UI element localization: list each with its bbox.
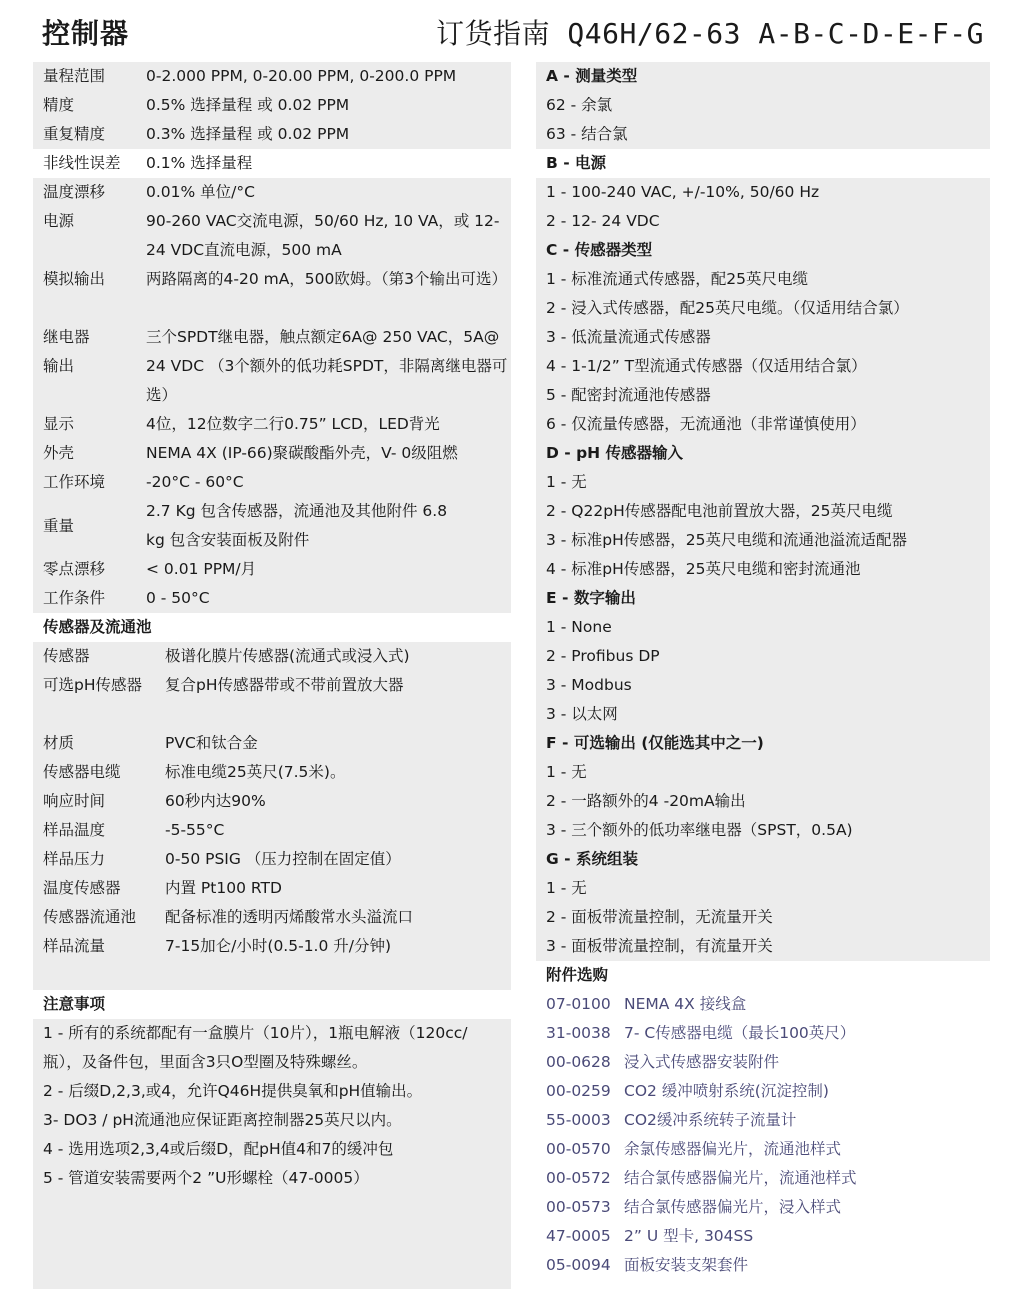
option-item: 2 - 一路额外的4 -20mA输出 — [536, 787, 990, 816]
accessory-item — [536, 1135, 990, 1164]
sensor-label: 温度传感器 — [43, 879, 121, 897]
sensor-label: 响应时间 — [43, 792, 106, 810]
spec-label: 零点漂移 — [43, 560, 106, 578]
option-item: 3 - Modbus — [536, 671, 990, 700]
accessory-desc: NEMA 4X 接线盒 — [624, 995, 747, 1013]
sensor-label: 传感器电缆 — [43, 763, 121, 781]
section-A-title: A - 测量类型 — [536, 62, 990, 91]
accessory-item — [536, 1193, 990, 1222]
accessory-code: 31-0038 — [546, 1024, 611, 1042]
accessory-item — [536, 1251, 990, 1280]
sensor-row — [33, 816, 511, 845]
spec-label: 非线性误差 — [43, 154, 121, 172]
option-item: 2 - Profibus DP — [536, 642, 990, 671]
accessory-item — [536, 1077, 990, 1106]
spec-value: 0.01% 单位/°C — [146, 183, 255, 201]
accessory-desc: CO2缓冲系统转子流量计 — [624, 1111, 797, 1129]
section-B-title: B - 电源 — [546, 154, 607, 172]
ordering-guide-title: 订货指南 Q46H/62-63 A-B-C-D-E-F-G — [436, 17, 984, 50]
note-item: 2 - 后缀D,2,3,或4，允许Q46H提供臭氧和pH值输出。 — [33, 1077, 511, 1106]
sensor-label: 材质 — [43, 734, 75, 752]
sensor-value: 复合pH传感器带或不带前置放大器 — [165, 676, 404, 694]
option-item: 4 - 标准pH传感器，25英尺电缆和密封流通池 — [536, 555, 990, 584]
note-item: 3- DO3 / pH流通池应保证距离控制器25英尺以内。 — [33, 1106, 511, 1135]
sensor-row — [33, 903, 511, 932]
option-item: 2 - 面板带流量控制，无流量开关 — [536, 903, 990, 932]
accessory-desc: 余氯传感器偏光片，流通池样式 — [624, 1140, 842, 1158]
sensor-row — [33, 758, 511, 787]
note-item: 5 - 管道安装需要两个2 ”U形螺栓（47-0005） — [33, 1164, 511, 1193]
sensor-value: PVC和钛合金 — [165, 734, 258, 752]
spec-row — [33, 497, 511, 555]
spec-value: 0 - 50°C — [146, 589, 210, 607]
spec-row — [33, 149, 511, 178]
option-item: 62 - 余氯 — [536, 91, 990, 120]
sensor-row — [33, 932, 511, 961]
sensor-label: 传感器 — [43, 647, 90, 665]
sensor-value: 0-50 PSIG （压力控制在固定值） — [165, 850, 401, 868]
accessory-code: 05-0094 — [546, 1256, 611, 1274]
spec-value: 0-2.000 PPM, 0-20.00 PPM, 0-200.0 PPM — [146, 67, 457, 85]
spec-label: 工作条件 — [43, 589, 106, 607]
accessory-desc: 浸入式传感器安装附件 — [624, 1053, 780, 1071]
option-item: 1 - 标准流通式传感器，配25英尺电缆 — [536, 265, 990, 294]
sensor-value: 内置 Pt100 RTD — [165, 879, 282, 897]
spec-row — [33, 410, 511, 439]
accessory-desc: 结合氯传感器偏光片，浸入样式 — [624, 1198, 842, 1216]
accessory-code: 07-0100 — [546, 995, 611, 1013]
spec-row — [33, 120, 511, 149]
accessory-desc: 结合氯传感器偏光片，流通池样式 — [624, 1169, 857, 1187]
spec-value: 三个SPDT继电器，触点额定6A@ 250 VAC，5A@ 24 VDC （3个额外的低功耗SPDT，非隔离继电器可选） — [146, 328, 508, 404]
sensor-value: 7-15加仑/小时(0.5-1.0 升/分钟) — [165, 937, 392, 955]
section-D-title: D - pH 传感器输入 — [536, 439, 990, 468]
option-item: 3 - 以太网 — [536, 700, 990, 729]
spec-label: 模拟输出 — [43, 270, 106, 288]
spec-column — [33, 62, 511, 1289]
option-item: 1 - 无 — [536, 758, 990, 787]
spec-value: NEMA 4X (IP-66)聚碳酸酯外壳，V- 0级阻燃 — [146, 444, 458, 462]
option-item: 1 - 无 — [536, 874, 990, 903]
option-item: 63 - 结合氯 — [536, 120, 990, 149]
sensor-label: 可选pH传感器 — [43, 676, 142, 694]
spec-label: 精度 — [43, 96, 75, 114]
sensor-label: 传感器流通池 — [43, 908, 137, 926]
sensor-label: 样品流量 — [43, 937, 106, 955]
spec-value: 0.3% 选择量程 或 0.02 PPM — [146, 125, 350, 143]
option-item: 1 - 100-240 VAC, +/-10%, 50/60 Hz — [536, 178, 990, 207]
spec-row — [33, 265, 511, 323]
option-item: 4 - 1-1/2” T型流通式传感器（仅适用结合氯） — [536, 352, 990, 381]
option-item: 2 - 浸入式传感器，配25英尺电缆。（仅适用结合氯） — [536, 294, 990, 323]
spec-label: 继电器 输出 — [43, 328, 90, 375]
sensor-row — [33, 642, 511, 671]
accessory-desc: 2” U 型卡, 304SS — [624, 1227, 754, 1245]
sensor-row — [33, 671, 511, 729]
spacer — [33, 1193, 511, 1289]
note-item: 4 - 选用选项2,3,4或后缀D，配pH值4和7的缓冲包 — [33, 1135, 511, 1164]
accessory-code: 55-0003 — [546, 1111, 611, 1129]
sensor-row — [33, 845, 511, 874]
sensor-row — [33, 874, 511, 903]
accessories-title: 附件选购 — [546, 966, 609, 984]
spec-row — [33, 439, 511, 468]
sensor-value: 配备标准的透明丙烯酸常水头溢流口 — [165, 908, 414, 926]
accessory-item — [536, 1019, 990, 1048]
option-item: 6 - 仅流量传感器，无流通池（非常谨慎使用） — [536, 410, 990, 439]
spec-label: 工作环境 — [43, 473, 106, 491]
spec-value: 2.7 Kg 包含传感器，流通池及其他附件 6.8 kg 包含安装面板及附件 — [146, 502, 448, 549]
accessory-code: 47-0005 — [546, 1227, 611, 1245]
spec-value: 90-260 VAC交流电源，50/60 Hz, 10 VA，或 12-24 VDC直流电源，500 mA — [146, 212, 500, 259]
accessory-desc: 7- C传感器电缆（最长100英尺） — [624, 1024, 856, 1042]
sensor-value: 标准电缆25英尺(7.5米)。 — [165, 763, 346, 781]
spec-value: 两路隔离的4-20 mA，500欧姆。（第3个输出可选） — [146, 270, 508, 288]
spec-label: 电源 — [43, 212, 75, 230]
accessory-code: 00-0570 — [546, 1140, 611, 1158]
section-C-title: C - 传感器类型 — [536, 236, 990, 265]
spec-label: 显示 — [43, 415, 75, 433]
spec-row — [33, 468, 511, 497]
spec-row — [33, 62, 511, 91]
spec-value: < 0.01 PPM/月 — [146, 560, 257, 578]
option-item: 3 - 面板带流量控制，有流量开关 — [536, 932, 990, 961]
accessory-code: 00-0628 — [546, 1053, 611, 1071]
sensor-section-title: 传感器及流通池 — [43, 618, 152, 636]
spec-value: -20°C - 60°C — [146, 473, 244, 491]
spec-label: 重复精度 — [43, 125, 106, 143]
sensor-value: -5-55°C — [165, 821, 225, 839]
notes-title: 注意事项 — [43, 995, 106, 1013]
spec-value: 0.1% 选择量程 — [146, 154, 253, 172]
option-item: 2 - 12- 24 VDC — [536, 207, 990, 236]
accessory-code: 00-0259 — [546, 1082, 611, 1100]
sensor-value: 极谱化膜片传感器(流通式或浸入式) — [165, 647, 410, 665]
option-item: 3 - 三个额外的低功率继电器（SPST，0.5A) — [536, 816, 990, 845]
sensor-row — [33, 787, 511, 816]
spec-row — [33, 584, 511, 613]
spec-row — [33, 91, 511, 120]
option-item: 3 - 低流量流通式传感器 — [536, 323, 990, 352]
sensor-label: 样品温度 — [43, 821, 106, 839]
spec-row — [33, 207, 511, 265]
section-E-title: E - 数字输出 — [536, 584, 990, 613]
option-item: 5 - 配密封流通池传感器 — [536, 381, 990, 410]
spec-value: 4位，12位数字二行0.75” LCD，LED背光 — [146, 415, 440, 433]
spec-label: 外壳 — [43, 444, 75, 462]
accessory-desc: CO2 缓冲喷射系统(沉淀控制) — [624, 1082, 829, 1100]
page-title: 控制器 — [42, 17, 130, 50]
accessory-desc: 面板安装支架套件 — [624, 1256, 749, 1274]
accessory-item — [536, 1164, 990, 1193]
option-item: 1 - 无 — [536, 468, 990, 497]
section-G-title: G - 系统组装 — [536, 845, 990, 874]
option-item: 1 - None — [536, 613, 990, 642]
section-F-title: F - 可选输出 (仅能选其中之一) — [536, 729, 990, 758]
accessory-item — [536, 1222, 990, 1251]
spec-row — [33, 323, 511, 410]
option-item: 2 - Q22pH传感器配电池前置放大器，25英尺电缆 — [536, 497, 990, 526]
accessory-code: 00-0572 — [546, 1169, 611, 1187]
option-item: 3 - 标准pH传感器，25英尺电缆和流通池溢流适配器 — [536, 526, 990, 555]
note-item: 1 - 所有的系统都配有一盒膜片（10片），1瓶电解液（120cc/瓶），及备件包，里面含3只O型圈及特殊螺丝。 — [33, 1019, 511, 1077]
spec-value: 0.5% 选择量程 或 0.02 PPM — [146, 96, 350, 114]
spec-label: 量程范围 — [43, 67, 106, 85]
sensor-value: 60秒内达90% — [165, 792, 266, 810]
spec-label: 温度漂移 — [43, 183, 106, 201]
accessory-item — [536, 1048, 990, 1077]
spec-row — [33, 178, 511, 207]
spacer — [33, 961, 511, 990]
ordering-column — [536, 62, 990, 1280]
spec-label: 重量 — [43, 516, 75, 535]
accessory-item — [536, 1106, 990, 1135]
spec-row — [33, 555, 511, 584]
sensor-label: 样品压力 — [43, 850, 106, 868]
accessory-item — [536, 990, 990, 1019]
sensor-row — [33, 729, 511, 758]
accessory-code: 00-0573 — [546, 1198, 611, 1216]
